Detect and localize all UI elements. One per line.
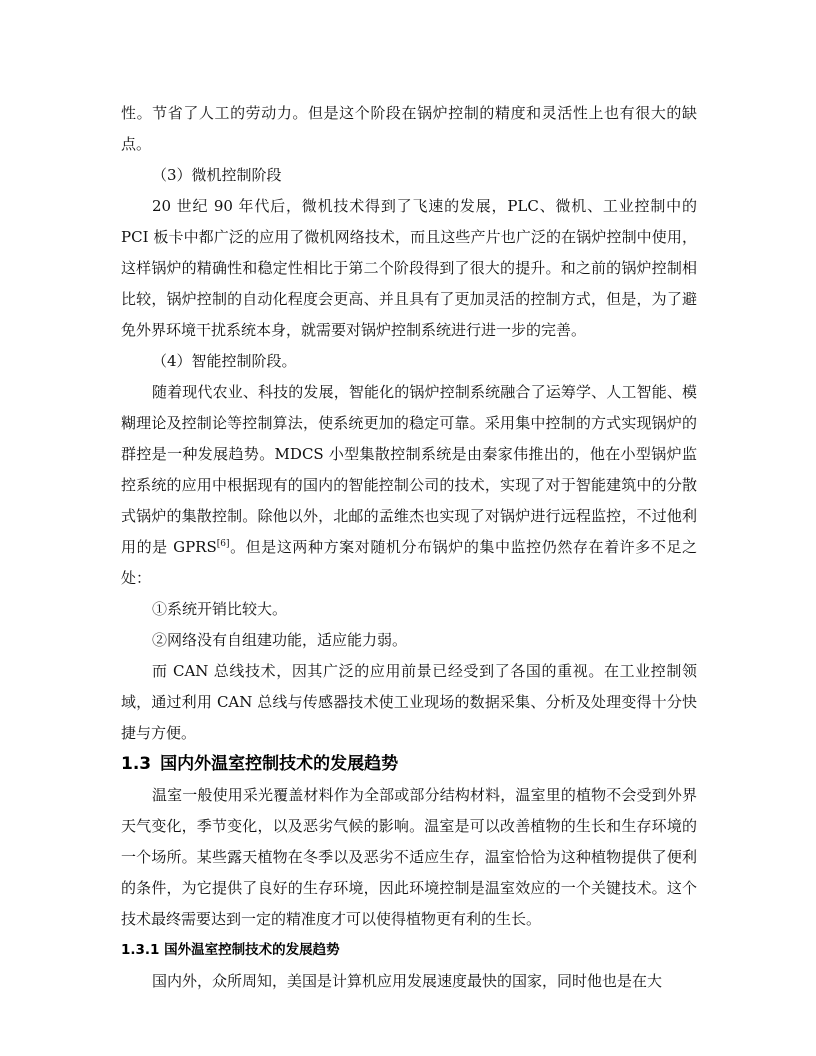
stage-4-heading: （4）智能控制阶段。 xyxy=(152,352,297,370)
paragraph-intelligent-stage-text-b: 。但是这两种方案对随机分布锅炉的集中监控仍然存在着许多不足之处： xyxy=(121,538,697,587)
paragraph-can-bus: 而 CAN 总线技术，因其广泛的应用前景已经受到了各国的重视。在工业控制领域，通过利用 CAN 总线与传感器技术使工业现场的数据采集、分析及处理变得十分快捷与方便。 xyxy=(121,662,697,742)
section-heading-1-3 xyxy=(121,749,697,780)
paragraph-microcomputer-stage: 20 世纪 90 年代后，微机技术得到了飞速的发展，PLC、微机、工业控制中的 PCI 板卡中都广泛的应用了微机网络技术，而且这些产片也广泛的在锅炉控制中使用，这样锅炉的精确性和稳定性相比于第二个阶段得到了很大的提升。和之前的锅炉控制相比较，锅炉控制的自动化程度会更高、并且具有了更加灵活的控制方式，但是，为了避免外界环境干扰系统本身，就需要对锅炉控制系统进行进一步的完善。 xyxy=(121,197,697,339)
document-page xyxy=(121,98,697,997)
section-title: 国内外温室控制技术的发展趋势 xyxy=(160,754,399,774)
paragraph-intelligent-stage-text-a: 随着现代农业、科技的发展，智能化的锅炉控制系统融合了运筹学、人工智能、模糊理论及控制论等控制算法，使系统更加的稳定可靠。采用集中控制的方式实现锅炉的群控是一种发展趋势。MDCS 小型集散控制系统是由秦家伟推出的，他在小型锅炉监控系统的应用中根据现有的国内的智能控制公司的技术，实现了对于智能建筑中的分散式锅炉的集散控制。除他以外，北邮的孟维杰也实现了对锅炉进行远程监控，不过他利用的是 GPRS xyxy=(121,383,697,556)
paragraph-greenhouse: 温室一般使用采光覆盖材料作为全部或部分结构材料，温室里的植物不会受到外界天气变化，季节变化，以及恶劣气候的影响。温室是可以改善植物的生长和生存环境的一个场所。某些露天植物在冬季以及恶劣不适应生存，温室恰恰为这种植物提供了便利的条件，为它提供了良好的生存环境，因此环境控制是温室效应的一个关键技术。这个技术最终需要达到一定的精准度才可以使得植物更有利的生长。 xyxy=(121,786,697,928)
list-item: ①系统开销比较大。 xyxy=(152,600,288,618)
list-item: ②网络没有自组建功能，适应能力弱。 xyxy=(152,631,408,649)
paragraph-foreign-trend: 国内外，众所周知，美国是计算机应用发展速度最快的国家，同时他也是在大 xyxy=(152,972,663,990)
citation-ref: [6] xyxy=(216,539,230,549)
stage-3-heading: （3）微机控制阶段 xyxy=(152,166,282,184)
subsection-heading-1-3-1: 1.3.1 国外温室控制技术的发展趋势 xyxy=(121,942,340,958)
paragraph-continuation: 性。节省了人工的劳动力。但是这个阶段在锅炉控制的精度和灵活性上也有很大的缺点。 xyxy=(121,104,697,153)
section-number: 1.3 xyxy=(121,754,152,774)
paragraph-intelligent-stage xyxy=(121,377,697,594)
